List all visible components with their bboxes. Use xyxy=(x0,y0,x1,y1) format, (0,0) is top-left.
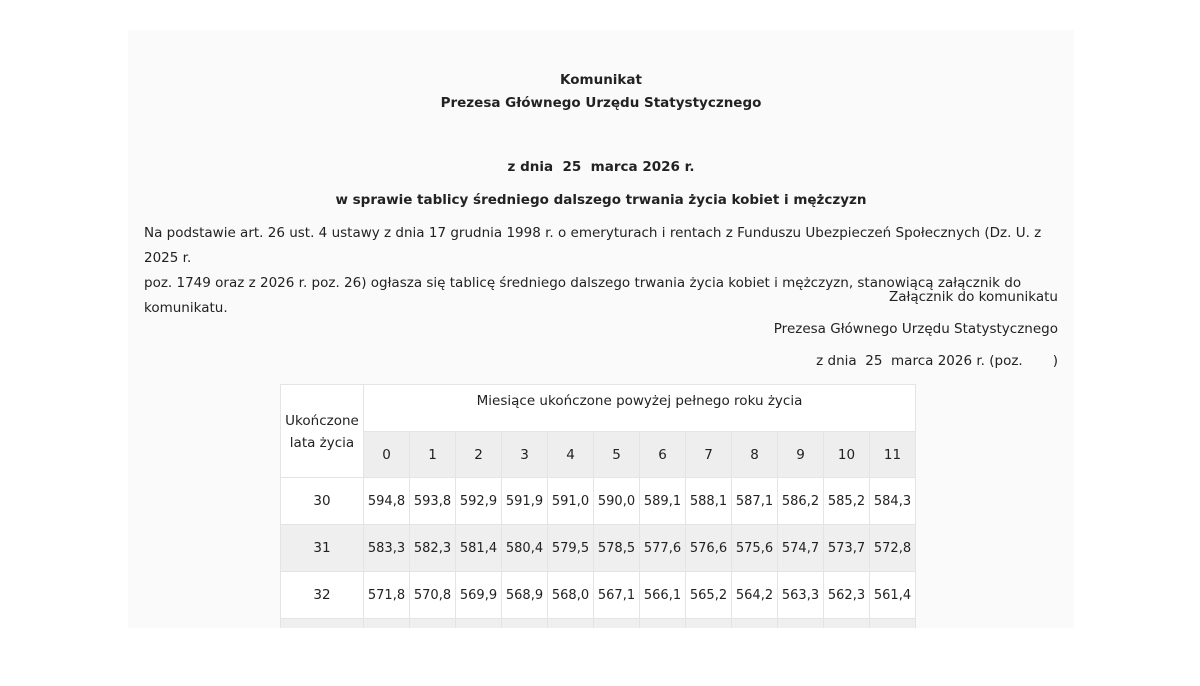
value-cell: 582,3 xyxy=(410,525,456,572)
value-cell xyxy=(686,619,732,629)
intro-line-1: Na podstawie art. 26 ust. 4 ustawy z dnia 17 grudnia 1998 r. o emeryturach i rentach z Funduszu Ubezpieczeń Społecznych (Dz. U. z 2025 r. xyxy=(144,225,1042,266)
value-cell: 576,6 xyxy=(686,525,732,572)
table-row xyxy=(281,525,916,572)
document-subject: w sprawie tablicy średniego dalszego trwania życia kobiet i mężczyzn xyxy=(335,192,867,208)
value-cell: 564,2 xyxy=(732,572,778,619)
month-header-cell: 8 xyxy=(732,432,778,478)
table-row xyxy=(281,572,916,619)
age-cell: 30 xyxy=(281,478,364,525)
value-cell: 588,1 xyxy=(686,478,732,525)
value-cell xyxy=(824,619,870,629)
value-cell: 581,4 xyxy=(456,525,502,572)
value-cell xyxy=(456,619,502,629)
value-cell: 592,9 xyxy=(456,478,502,525)
month-header-cell: 2 xyxy=(456,432,502,478)
month-header-cell: 3 xyxy=(502,432,548,478)
value-cell: 593,8 xyxy=(410,478,456,525)
table-row xyxy=(281,478,916,525)
value-cell xyxy=(778,619,824,629)
value-cell: 587,1 xyxy=(732,478,778,525)
annex-issuer: Prezesa Głównego Urzędu Statystycznego xyxy=(773,321,1058,337)
value-cell xyxy=(732,619,778,629)
age-cell: 31 xyxy=(281,525,364,572)
month-header-cell: 11 xyxy=(870,432,916,478)
value-cell: 569,9 xyxy=(456,572,502,619)
value-cell xyxy=(594,619,640,629)
value-cell: 575,6 xyxy=(732,525,778,572)
months-group-header: Miesiące ukończone powyżej pełnego roku życia xyxy=(364,385,916,432)
value-cell xyxy=(870,619,916,629)
value-cell: 590,0 xyxy=(594,478,640,525)
value-cell: 579,5 xyxy=(548,525,594,572)
month-header-cell: 1 xyxy=(410,432,456,478)
value-cell xyxy=(502,619,548,629)
annex-date xyxy=(458,351,1058,371)
title-issuer: Prezesa Głównego Urzędu Statystycznego xyxy=(440,95,762,111)
years-column-header xyxy=(281,385,364,478)
month-header-cell: 0 xyxy=(364,432,410,478)
value-cell: 567,1 xyxy=(594,572,640,619)
value-cell: 591,0 xyxy=(548,478,594,525)
month-header-cell: 4 xyxy=(548,432,594,478)
value-cell: 586,2 xyxy=(778,478,824,525)
value-cell: 574,7 xyxy=(778,525,824,572)
years-header-line-2: lata życia xyxy=(289,435,355,451)
value-cell: 583,3 xyxy=(364,525,410,572)
month-header-cell: 5 xyxy=(594,432,640,478)
value-cell: 568,0 xyxy=(548,572,594,619)
value-cell: 572,8 xyxy=(870,525,916,572)
annex-date-close: ) xyxy=(1052,353,1058,369)
value-cell xyxy=(548,619,594,629)
value-cell: 563,3 xyxy=(778,572,824,619)
value-cell: 561,4 xyxy=(870,572,916,619)
value-cell: 577,6 xyxy=(640,525,686,572)
value-cell: 568,9 xyxy=(502,572,548,619)
annex-title: Załącznik do komunikatu xyxy=(889,289,1058,305)
value-cell: 578,5 xyxy=(594,525,640,572)
table-row-partial xyxy=(281,619,916,629)
age-cell xyxy=(281,619,364,629)
value-cell: 566,1 xyxy=(640,572,686,619)
month-header-cell: 9 xyxy=(778,432,824,478)
value-cell: 594,8 xyxy=(364,478,410,525)
value-cell: 584,3 xyxy=(870,478,916,525)
value-cell: 565,2 xyxy=(686,572,732,619)
life-expectancy-table xyxy=(280,384,916,628)
month-header-cell: 10 xyxy=(824,432,870,478)
value-cell xyxy=(640,619,686,629)
value-cell: 589,1 xyxy=(640,478,686,525)
value-cell xyxy=(410,619,456,629)
value-cell: 570,8 xyxy=(410,572,456,619)
value-cell: 580,4 xyxy=(502,525,548,572)
document-date: z dnia 25 marca 2026 r. xyxy=(507,159,695,175)
value-cell: 562,3 xyxy=(824,572,870,619)
value-cell xyxy=(364,619,410,629)
value-cell: 591,9 xyxy=(502,478,548,525)
month-header-cell: 6 xyxy=(640,432,686,478)
annex-date-text: z dnia 25 marca 2026 r. (poz. xyxy=(816,353,1023,369)
age-cell: 32 xyxy=(281,572,364,619)
value-cell: 571,8 xyxy=(364,572,410,619)
title-komunikat: Komunikat xyxy=(560,72,642,88)
years-header-line-1: Ukończone xyxy=(285,413,359,429)
value-cell: 585,2 xyxy=(824,478,870,525)
value-cell: 573,7 xyxy=(824,525,870,572)
document-page xyxy=(128,30,1074,628)
intro-line-2: poz. 1749 oraz z 2026 r. poz. 26) ogłasza się tablicę średniego dalszego trwania życia kobiet i mężczyzn, stanowiącą załącznik do komunikatu. xyxy=(144,275,1022,316)
month-header-cell: 7 xyxy=(686,432,732,478)
